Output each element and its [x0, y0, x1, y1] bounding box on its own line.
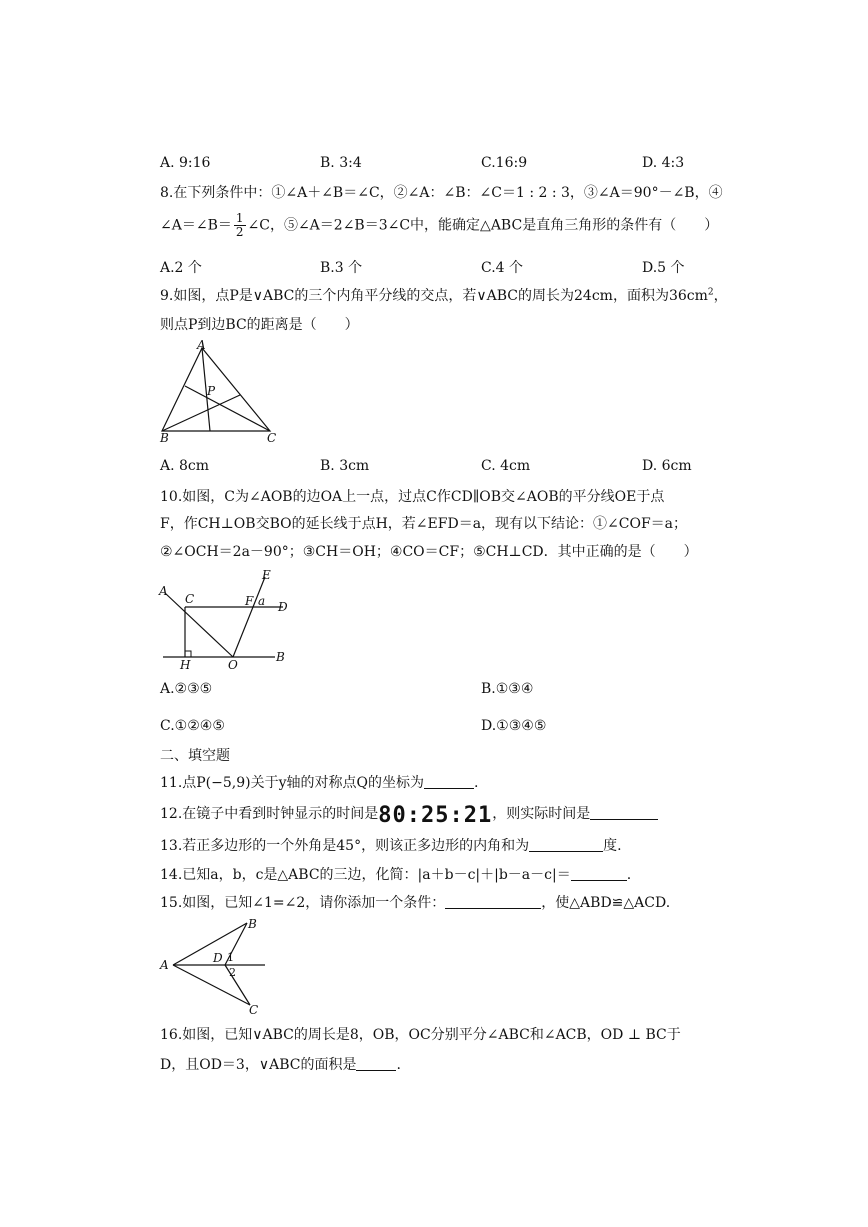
q11-post: .: [474, 775, 479, 791]
bisector-from-b: [162, 395, 240, 431]
q14-pre: 14.已知a，b，c是△ABC的三边，化简：|a＋b－c|＋|b－a－c|＝: [160, 867, 571, 883]
q12-post: ，则实际时间是: [492, 806, 591, 822]
label-h: H: [180, 658, 191, 672]
q10-option-a: A.②③⑤: [160, 681, 213, 697]
label-p: P: [207, 384, 216, 398]
q8-option-c: C.4 个: [481, 260, 524, 276]
q11-stem: [160, 772, 478, 792]
label-c: C: [267, 431, 277, 445]
q16-stem-line1: 16.如图，已知∨ABC的周长是8，OB，OC分别平分∠ABC和∠ACB，OD ⊥ BC于: [160, 1027, 681, 1043]
label-o: O: [228, 658, 238, 672]
label-a: A: [159, 584, 168, 598]
q9-line1-post: ，: [713, 288, 728, 304]
bisector-from-c: [185, 386, 270, 431]
half-fraction: [234, 212, 246, 239]
q10-option-b: B.①③④: [481, 681, 534, 697]
triangle-abc: [162, 348, 270, 431]
q15-pre: 15.如图，已知∠1=∠2，请你添加一个条件：: [160, 895, 446, 911]
mirror-clock-display: 80:25:21: [378, 803, 493, 828]
q10-stem-line3: ②∠OCH＝2a－90°；③CH＝OH；④CO＝CF；⑤CH⊥CD．其中正确的是（ ）: [160, 544, 698, 560]
q10-stem-line1: 10.如图，C为∠AOB的边OA上一点，过点C作CD∥OB交∠AOB的平分线OE于点: [160, 489, 665, 505]
q13-answer-blank[interactable]: [529, 837, 603, 852]
right-angle-mark: [185, 651, 191, 657]
q10-stem-line2: F，作CH⊥OB交BO的延长线于点H，若∠EFD＝a，现有以下结论：①∠COF＝a；: [160, 516, 688, 532]
squared-superscript: 2: [707, 287, 714, 298]
q15-post: ，使△ABD≌△ACD.: [541, 895, 671, 911]
q16-line2-pre: D，且OD＝3，∨ABC的面积是: [160, 1057, 357, 1073]
fraction-numerator: 1: [235, 211, 244, 225]
q12-answer-blank[interactable]: [590, 805, 658, 820]
label-e: E: [262, 568, 271, 582]
label-a: A: [197, 338, 206, 352]
q16-stem-line2: [160, 1054, 401, 1074]
q10-angle-figure: [155, 565, 300, 675]
q7-option-c: C.16:9: [481, 155, 528, 171]
q14-answer-blank[interactable]: [571, 866, 627, 881]
q13-pre: 13.若正多边形的一个外角是45°，则该正多边形的内角和为: [160, 838, 530, 854]
label-a: A: [160, 958, 169, 972]
q7-option-d: D. 4:3: [642, 155, 685, 171]
angle-label-1: 1: [227, 951, 234, 964]
q13-post: 度.: [603, 838, 622, 854]
q15-stem: [160, 892, 670, 912]
q8-line2-post: ∠C，⑤∠A＝2∠B＝3∠C中，能确定△ABC是直角三角形的条件有（ ）: [247, 217, 719, 234]
q11-pre: 11.点P(−5,9)关于y轴的对称点Q的坐标为: [160, 775, 424, 791]
q14-stem: [160, 864, 631, 884]
q8-stem-line2: [160, 212, 718, 239]
q9-stem-line1: [160, 285, 728, 305]
q16-line2-post: .: [396, 1057, 401, 1073]
label-alpha: a: [258, 594, 266, 608]
label-d: D: [213, 951, 223, 965]
q9-option-d: D. 6cm: [642, 458, 692, 474]
q12-pre: 12.在镜子中看到时钟显示的时间是: [160, 806, 379, 822]
q16-answer-blank[interactable]: [356, 1056, 396, 1071]
q9-line1-pre: 9.如图，点P是∨ABC的三个内角平分线的交点，若∨ABC的周长为24cm，面积为36cm: [160, 288, 708, 304]
q11-answer-blank[interactable]: [424, 774, 474, 789]
label-c: C: [249, 1003, 259, 1017]
q7-option-a: A. 9:16: [160, 155, 211, 171]
q8-option-b: B.3 个: [320, 260, 363, 276]
q9-option-b: B. 3cm: [320, 458, 370, 474]
q9-stem-line2: 则点P到边BC的距离是（ ）: [160, 317, 359, 333]
q8-option-a: A.2 个: [160, 260, 202, 276]
section-title-fill-in: 二、填空题: [160, 748, 230, 764]
q10-option-d: D.①③④⑤: [481, 718, 547, 734]
q8-line2-pre: ∠A＝∠B＝: [160, 217, 232, 234]
q9-option-c: C. 4cm: [481, 458, 531, 474]
q15-answer-blank[interactable]: [445, 894, 541, 909]
q13-stem: [160, 835, 622, 855]
q9-triangle-figure: [150, 338, 290, 448]
label-c: C: [185, 592, 195, 606]
q7-option-b: B. 3:4: [320, 155, 362, 171]
label-b: B: [160, 431, 169, 445]
q14-post: .: [626, 867, 632, 883]
angle-label-2: 2: [229, 966, 236, 979]
label-b: B: [276, 650, 285, 664]
q15-kite-figure: [155, 915, 275, 1020]
segment-ac: [173, 965, 250, 1005]
q8-option-d: D.5 个: [642, 260, 685, 276]
q8-stem-line1: 8.在下列条件中：①∠A＋∠B＝∠C，②∠A：∠B：∠C＝1 : 2 : 3，③∠A＝90°－∠B，④: [160, 185, 723, 201]
ray-oa: [165, 593, 233, 657]
fraction-denominator: 2: [235, 225, 244, 239]
q9-option-a: A. 8cm: [160, 458, 210, 474]
label-d: D: [278, 600, 288, 614]
label-b: B: [248, 917, 257, 931]
q10-option-c: C.①②④⑤: [160, 718, 225, 734]
bisector-oe: [233, 577, 265, 657]
q12-stem: [160, 803, 658, 828]
label-f: F: [245, 594, 254, 608]
